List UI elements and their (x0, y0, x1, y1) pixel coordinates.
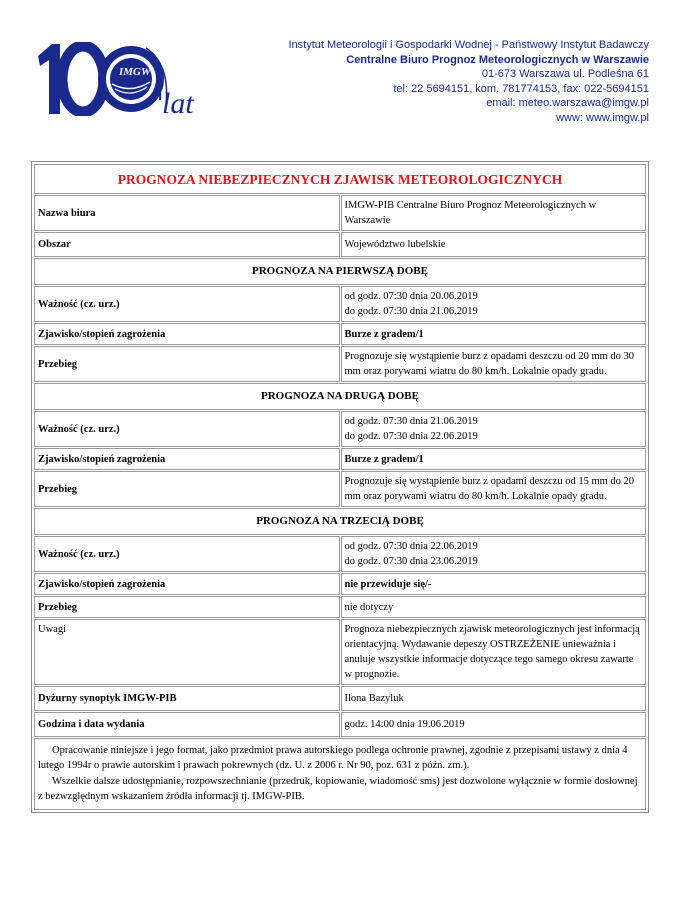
title-row (34, 164, 646, 194)
table-row (34, 686, 646, 711)
section-row (34, 383, 646, 410)
day2-validity-to: do godz. 07:30 dnia 22.06.2019 (344, 431, 478, 442)
day1-heading: PROGNOZA NA PIERWSZĄ DOBĘ (34, 258, 646, 285)
day3-phenomenon-value: nie przewiduje się/- (341, 573, 647, 595)
day2-validity-label: Ważność (cz. urz.) (34, 411, 340, 447)
office-value: IMGW-PIB Centralne Biuro Prognoz Meteorologicznych w Warszawie (341, 195, 647, 231)
forecast-document (31, 161, 649, 813)
phone-numbers: tel: 22 5694151, kom. 781774153, fax: 022-5694151 (393, 82, 649, 95)
address: 01-673 Warszawa ul. Podleśna 61 (481, 68, 649, 81)
email[interactable]: email: meteo.warszawa@imgw.pl (486, 97, 649, 110)
section-row (34, 258, 646, 285)
day3-validity-value (341, 536, 647, 572)
day1-phenomenon-value: Burze z gradem/1 (341, 323, 647, 345)
day1-course-value: Prognozuje się wystąpienie burz z opadami deszczu od 20 mm do 30 mm oraz porywami wiatru do 80 km/h. Lokalnie opady gradu. (341, 346, 647, 382)
table-row (34, 286, 646, 322)
day2-validity-from: od godz. 07:30 dnia 21.06.2019 (344, 416, 478, 427)
day3-validity-to: do godz. 07:30 dnia 23.06.2019 (344, 556, 478, 567)
copyright-paragraph-2: Wszelkie dalsze udostępnianie, rozpowszechnianie (przedruk, kopiowanie, wiadomość sms) jest dozwolone wyłącznie w formie dosłownej z bezwzględnym wskazaniem źródła informacji tj. IMGW-PIB. (38, 775, 638, 803)
institute-name: Instytut Meteorologii i Gospodarki Wodnej - Państwowy Instytut Badawczy (288, 39, 649, 51)
document-title: PROGNOZA NIEBEZPIECZNYCH ZJAWISK METEOROLOGICZNYCH (34, 164, 646, 194)
day3-phenomenon-label: Zjawisko/stopień zagrożenia (34, 573, 340, 595)
table-row (34, 596, 646, 618)
day2-course-value: Prognozuje się wystąpienie burz z opadami deszczu od 15 mm do 20 mm oraz porywami wiatru do 80 km/h. Lokalnie opady gradu. (341, 471, 647, 507)
day3-validity-from: od godz. 07:30 dnia 22.06.2019 (344, 541, 478, 552)
svg-text:IMGW: IMGW (119, 66, 151, 78)
day2-phenomenon-value: Burze z gradem/1 (341, 448, 647, 470)
day3-course-label: Przebieg (34, 596, 340, 618)
section-row (34, 508, 646, 535)
table-row (34, 195, 646, 231)
day1-validity-to: do godz. 07:30 dnia 21.06.2019 (344, 306, 478, 317)
table-row (34, 232, 646, 257)
day1-validity-label: Ważność (cz. urz.) (34, 286, 340, 322)
institute-contact-block (288, 38, 649, 126)
remarks-value: Prognoza niebezpiecznych zjawisk meteorologicznych jest informacją orientacyjną. Wydawanie depeszy OSTRZEŻENIE unieważnia i anuluje wszystkie informacje dotyczące tego samego okresu zawarte w prognozie. (341, 619, 647, 685)
area-value: Województwo lubelskie (341, 232, 647, 257)
table-row (34, 411, 646, 447)
footer-row (34, 738, 646, 810)
day3-course-value: nie dotyczy (341, 596, 647, 618)
office-label: Nazwa biura (34, 195, 340, 231)
issue-time-label: Godzina i data wydania (34, 712, 340, 737)
website[interactable]: www: www.imgw.pl (556, 111, 649, 124)
table-row (34, 471, 646, 507)
day1-validity-value (341, 286, 647, 322)
table-row (34, 573, 646, 595)
table-row (34, 536, 646, 572)
imgw-100-lat-logo (36, 42, 211, 116)
copyright-paragraph-1: Opracowanie niniejsze i jego format, jako przedmiot prawa autorskiego podlega ochronie prawnej, zgodnie z przepisami ustawy z dnia 4 lutego 1994r o prawie autorskim i prawach pokrewnych (dz. U. z 2006 r. Nr 90, poz. 631 z późn. zm.). (38, 745, 628, 772)
forecast-table (33, 163, 647, 811)
duty-forecaster-label: Dyżurny synoptyk IMGW-PIB (34, 686, 340, 711)
day2-validity-value (341, 411, 647, 447)
day2-phenomenon-label: Zjawisko/stopień zagrożenia (34, 448, 340, 470)
day3-heading: PROGNOZA NA TRZECIĄ DOBĘ (34, 508, 646, 535)
day2-heading: PROGNOZA NA DRUGĄ DOBĘ (34, 383, 646, 410)
issue-time-value: godz. 14:00 dnia 19.06.2019 (341, 712, 647, 737)
day1-course-label: Przebieg (34, 346, 340, 382)
day3-validity-label: Ważność (cz. urz.) (34, 536, 340, 572)
day1-phenomenon-label: Zjawisko/stopień zagrożenia (34, 323, 340, 345)
copyright-note (34, 738, 646, 810)
duty-forecaster-value: Ilona Bazyluk (341, 686, 647, 711)
remarks-label: Uwagi (34, 619, 340, 685)
office-name: Centralne Biuro Prognoz Meteorologicznych w Warszawie (346, 53, 649, 66)
table-row (34, 323, 646, 345)
table-row (34, 448, 646, 470)
table-row (34, 346, 646, 382)
svg-text:lat: lat (162, 87, 194, 116)
table-row (34, 712, 646, 737)
day1-validity-from: od godz. 07:30 dnia 20.06.2019 (344, 291, 478, 302)
table-row (34, 619, 646, 685)
day2-course-label: Przebieg (34, 471, 340, 507)
area-label: Obszar (34, 232, 340, 257)
